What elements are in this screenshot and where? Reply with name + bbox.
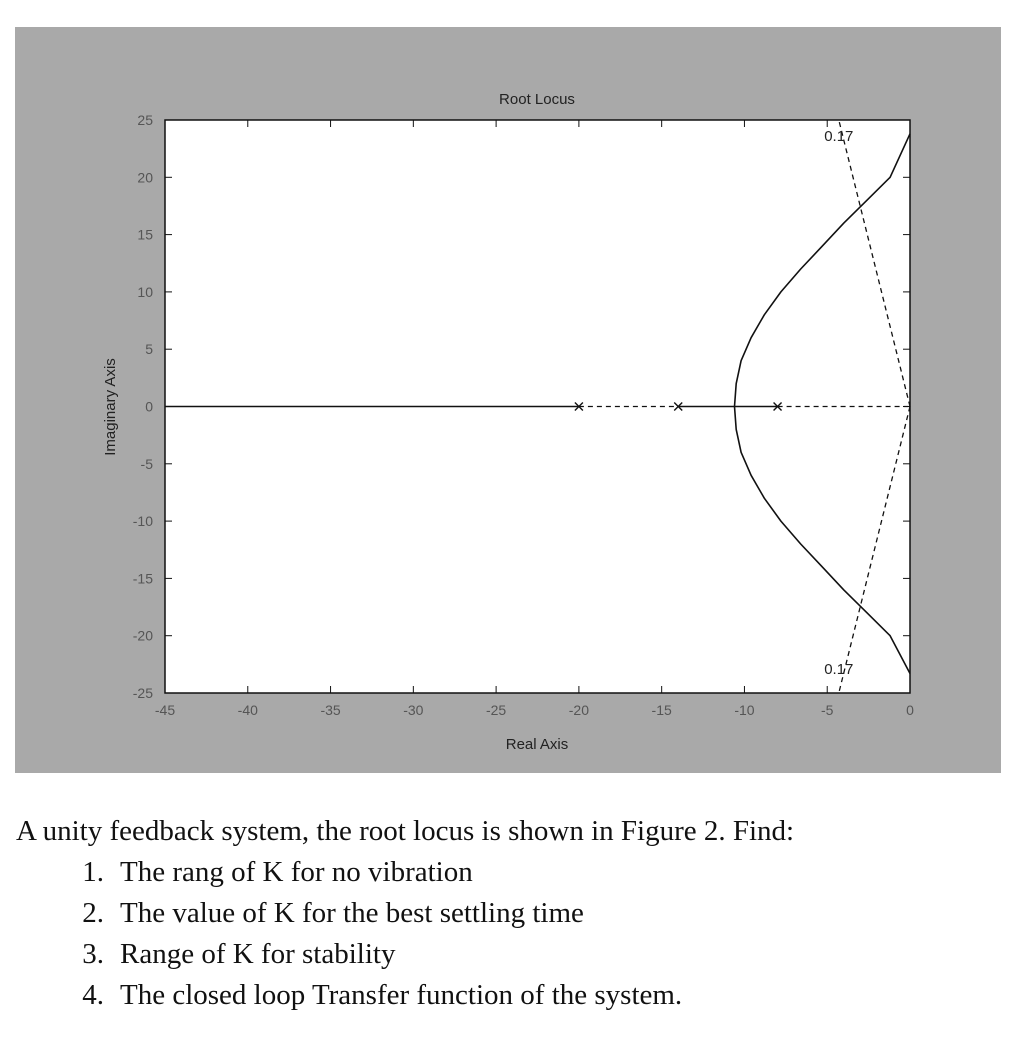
x-tick-label: -40 [237, 702, 258, 718]
chart-title: Root Locus [499, 91, 575, 108]
question-item [16, 975, 1006, 1016]
question-list [16, 852, 1006, 1016]
y-axis-label: Imaginary Axis [102, 358, 119, 456]
root-locus-chart [15, 27, 1001, 773]
y-tick-label: 15 [137, 226, 153, 243]
x-tick-label: -25 [485, 702, 507, 718]
question-item [16, 934, 1006, 975]
question-number: 1. [82, 856, 104, 888]
question-text: The closed loop Transfer function of the system. [120, 979, 683, 1011]
y-tick-label: -25 [132, 685, 153, 701]
x-tick-label: 0 [906, 702, 914, 718]
x-tick-label: -45 [154, 702, 176, 718]
root-locus-figure [15, 27, 1001, 773]
x-axis-label: Real Axis [505, 736, 569, 753]
question-text: The value of K for the best settling time [120, 897, 584, 929]
problem-intro: A unity feedback system, the root locus is shown in Figure 2. Find: [16, 815, 795, 847]
y-tick-label: 10 [137, 283, 153, 300]
damping-ratio-label: 0.17 [824, 128, 854, 146]
x-tick-label: -35 [320, 702, 341, 718]
problem-statement [16, 812, 1006, 1016]
question-text: Range of K for stability [120, 938, 396, 970]
damping-ratio-label: 0.17 [824, 660, 854, 678]
y-tick-label: -20 [132, 627, 153, 644]
x-tick-label: -15 [651, 702, 672, 718]
question-item [16, 893, 1006, 934]
question-number: 3. [82, 938, 104, 970]
question-text: The rang of K for no vibration [120, 856, 473, 888]
y-tick-label: -5 [140, 455, 153, 472]
question-number: 4. [82, 979, 104, 1011]
question-number: 2. [82, 897, 104, 929]
y-tick-label: 25 [137, 112, 153, 128]
x-tick-label: -5 [820, 702, 834, 718]
y-tick-label: -15 [132, 570, 153, 587]
y-tick-label: 20 [137, 169, 153, 186]
y-tick-label: 0 [145, 398, 153, 415]
y-tick-label: 5 [145, 341, 153, 358]
x-tick-label: -20 [568, 702, 590, 718]
y-tick-label: -10 [132, 513, 153, 530]
question-item [16, 852, 1006, 893]
x-tick-label: -10 [734, 702, 755, 718]
x-tick-label: -30 [403, 702, 424, 718]
